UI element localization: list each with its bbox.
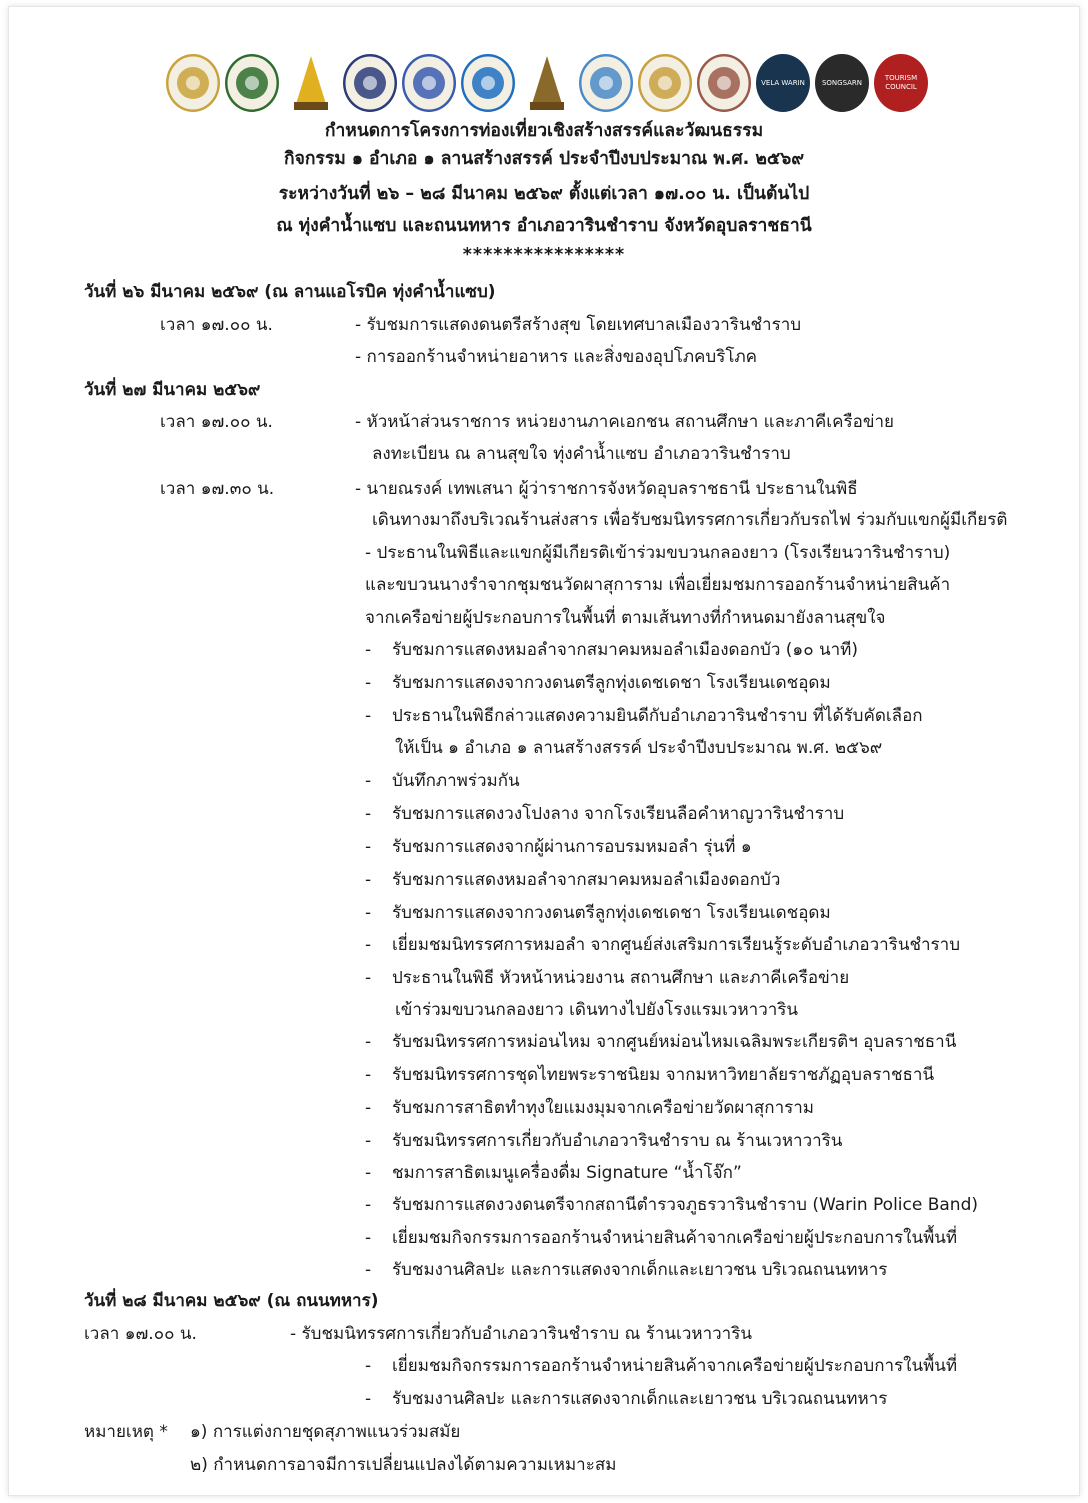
list-item: รับชมนิทรรศการเกี่ยวกับอำเภอวารินชำราบ ณ ร้านเวหาวาริน <box>392 1131 843 1151</box>
list-bullet: - <box>365 1195 372 1215</box>
seal-logo-1 <box>166 54 220 112</box>
day28-time: เวลา ๑๗.๐๐ น. <box>84 1324 197 1344</box>
temple-logo <box>520 54 574 112</box>
day27-item-3c: จากเครือข่ายผู้ประกอบการในพื้นที่ ตามเส้นทางที่กำหนดมายังลานสุขใจ <box>365 608 886 628</box>
list-item: รับชมการแสดงหมอลำจากสมาคมหมอลำเมืองดอกบัว <box>392 870 781 890</box>
list-item: รับชมการแสดงจากวงดนตรีลูกทุ่งเดชเดชา โรงเรียนเดชอุดม <box>392 903 831 923</box>
pagoda-logo <box>284 54 338 112</box>
list-item: ประธานในพิธี หัวหน้าหน่วยงาน สถานศึกษา และภาคีเครือข่าย <box>392 968 850 988</box>
day27-item-1a: - หัวหน้าส่วนราชการ หน่วยงานภาคเอกชน สถานศึกษา และภาคีเครือข่าย <box>355 412 894 432</box>
list-item: รับชมนิทรรศการหม่อนไหม จากศูนย์หม่อนไหมเฉลิมพระเกียรติฯ อุบลราชธานี <box>392 1032 957 1052</box>
day28-dash-2: - <box>365 1356 372 1376</box>
title-line-3: ระหว่างวันที่ ๒๖ – ๒๘ มีนาคม ๒๕๖๙ ตั้งแต่เวลา ๑๗.๐๐ น. เป็นต้นไป <box>278 184 810 204</box>
title-line-4: ณ ทุ่งคำน้ำแซบ และถนนทหาร อำเภอวารินชำราบ จังหวัดอุบลราชธานี <box>276 216 812 236</box>
logo-row <box>166 48 986 118</box>
day26-item-2: - การออกร้านจำหน่ายอาหาร และสิ่งของอุปโภคบริโภค <box>355 347 758 367</box>
list-item: เยี่ยมชมกิจกรรมการออกร้านจำหน่ายสินค้าจากเครือข่ายผู้ประกอบการในพื้นที่ <box>392 1228 958 1248</box>
list-bullet: - <box>365 870 372 890</box>
day28-heading: วันที่ ๒๘ มีนาคม ๒๕๖๙ (ณ ถนนทหาร) <box>84 1291 379 1311</box>
day26-time: เวลา ๑๗.๐๐ น. <box>160 315 273 335</box>
list-item: รับชมการแสดงวงดนตรีจากสถานีตำรวจภูธรวารินชำราบ (Warin Police Band) <box>392 1195 979 1215</box>
note-1: ๑) การแต่งกายชุดสุภาพแนวร่วมสมัย <box>190 1422 461 1442</box>
seal-logo-6 <box>461 54 515 112</box>
list-item: เยี่ยมชมนิทรรศการหมอลำ จากศูนย์ส่งเสริมการเรียนรู้ระดับอำเภอวารินชำราบ <box>392 935 960 955</box>
list-bullet: - <box>365 673 372 693</box>
tourism-council-logo: TOURISM COUNCIL <box>874 54 928 112</box>
list-bullet: - <box>365 706 372 726</box>
list-item: รับชมนิทรรศการชุดไทยพระราชนิยม จากมหาวิทยาลัยราชภัฏอุบลราชธานี <box>392 1065 935 1085</box>
seal-logo-8 <box>579 54 633 112</box>
list-bullet: - <box>365 771 372 791</box>
day27-item-2a: - นายณรงค์ เทพเสนา ผู้ว่าราชการจังหวัดอุบลราชธานี ประธานในพิธี <box>355 479 858 499</box>
separator-stars: **************** <box>462 245 626 265</box>
list-bullet: - <box>365 1065 372 1085</box>
list-bullet: - <box>365 935 372 955</box>
day27-item-3b: และขบวนนางรำจากชุมชนวัดผาสุการาม เพื่อเยี่ยมชมการออกร้านจำหน่ายสินค้า <box>365 575 951 595</box>
list-bullet: - <box>365 1032 372 1052</box>
list-item-continuation: ให้เป็น ๑ อำเภอ ๑ ลานสร้างสรรค์ ประจำปีงบประมาณ พ.ศ. ๒๕๖๙ <box>395 738 883 758</box>
seal-logo-4 <box>343 54 397 112</box>
list-bullet: - <box>365 804 372 824</box>
day26-item-1: - รับชมการแสดงดนตรีสร้างสุข โดยเทศบาลเมืองวารินชำราบ <box>355 315 802 335</box>
day27-item-1b: ลงทะเบียน ณ ลานสุขใจ ทุ่งคำน้ำแซบ อำเภอวารินชำราบ <box>372 444 791 464</box>
list-item: รับชมการแสดงจากวงดนตรีลูกทุ่งเดชเดชา โรงเรียนเดชอุดม <box>392 673 831 693</box>
list-bullet: - <box>365 903 372 923</box>
vela-logo: VELA WARIN <box>756 54 810 112</box>
list-bullet: - <box>365 837 372 857</box>
list-bullet: - <box>365 1260 372 1280</box>
title-line-2: กิจกรรม ๑ อำเภอ ๑ ลานสร้างสรรค์ ประจำปีงบประมาณ พ.ศ. ๒๕๖๙ <box>283 149 805 169</box>
day28-item-2: เยี่ยมชมกิจกรรมการออกร้านจำหน่ายสินค้าจากเครือข่ายผู้ประกอบการในพื้นที่ <box>392 1356 958 1376</box>
notes-label: หมายเหตุ * <box>84 1422 168 1442</box>
day27-item-2b: เดินทางมาถึงบริเวณร้านส่งสาร เพื่อรับชมนิทรรศการเกี่ยวกับรถไฟ ร่วมกับแขกผู้มีเกียรติ <box>372 510 1008 530</box>
list-item: รับชมการแสดงวงโปงลาง จากโรงเรียนลือคำหาญวารินชำราบ <box>392 804 845 824</box>
list-bullet: - <box>365 968 372 988</box>
day27-item-3a: - ประธานในพิธีและแขกผู้มีเกียรติเข้าร่วมขบวนกลองยาว (โรงเรียนวารินชำราบ) <box>365 543 951 563</box>
day28-item-1: - รับชมนิทรรศการเกี่ยวกับอำเภอวารินชำราบ ณ ร้านเวหาวาริน <box>290 1324 752 1344</box>
list-item-continuation: เข้าร่วมขบวนกลองยาว เดินทางไปยังโรงแรมเวหาวาริน <box>395 1000 799 1020</box>
list-item: ชมการสาธิตเมนูเครื่องดื่ม Signature “น้ำโจ๊ก” <box>392 1163 742 1183</box>
drum-logo <box>697 54 751 112</box>
list-item: รับชมงานศิลปะ และการแสดงจากเด็กและเยาวชน บริเวณถนนทหาร <box>392 1260 888 1280</box>
list-item: รับชมการสาธิตทำทุงใยแมงมุมจากเครือข่ายวัดผาสุการาม <box>392 1098 815 1118</box>
day28-item-3: รับชมงานศิลปะ และการแสดงจากเด็กและเยาวชน บริเวณถนนทหาร <box>392 1389 888 1409</box>
day27-time-2: เวลา ๑๗.๓๐ น. <box>160 479 275 499</box>
list-bullet: - <box>365 1098 372 1118</box>
seal-logo-2 <box>225 54 279 112</box>
note-2: ๒) กำหนดการอาจมีการเปลี่ยนแปลงได้ตามความเหมาะสม <box>190 1455 617 1475</box>
seal-logo-5 <box>402 54 456 112</box>
list-bullet: - <box>365 1131 372 1151</box>
day27-heading: วันที่ ๒๗ มีนาคม ๒๕๖๙ <box>84 380 261 400</box>
day27-time-1: เวลา ๑๗.๐๐ น. <box>160 412 273 432</box>
day26-heading: วันที่ ๒๖ มีนาคม ๒๕๖๙ (ณ ลานแอโรบิค ทุ่งคำน้ำแซบ) <box>84 282 496 302</box>
songsarn-logo: SONGSARN <box>815 54 869 112</box>
list-bullet: - <box>365 640 372 660</box>
list-item: ประธานในพิธีกล่าวแสดงความยินดีกับอำเภอวารินชำราบ ที่ได้รับคัดเลือก <box>392 706 923 726</box>
list-bullet: - <box>365 1163 372 1183</box>
list-item: รับชมการแสดงจากผู้ผ่านการอบรมหมอลำ รุ่นที่ ๑ <box>392 837 752 857</box>
list-bullet: - <box>365 1228 372 1248</box>
title-line-1: กำหนดการโครงการท่องเที่ยวเชิงสร้างสรรค์และวัฒนธรรม <box>324 121 764 141</box>
list-item: รับชมการแสดงหมอลำจากสมาคมหมอลำเมืองดอกบัว (๑๐ นาที) <box>392 640 859 660</box>
day28-dash-3: - <box>365 1389 372 1409</box>
list-item: บันทึกภาพร่วมกัน <box>392 771 520 791</box>
figure-logo <box>638 54 692 112</box>
